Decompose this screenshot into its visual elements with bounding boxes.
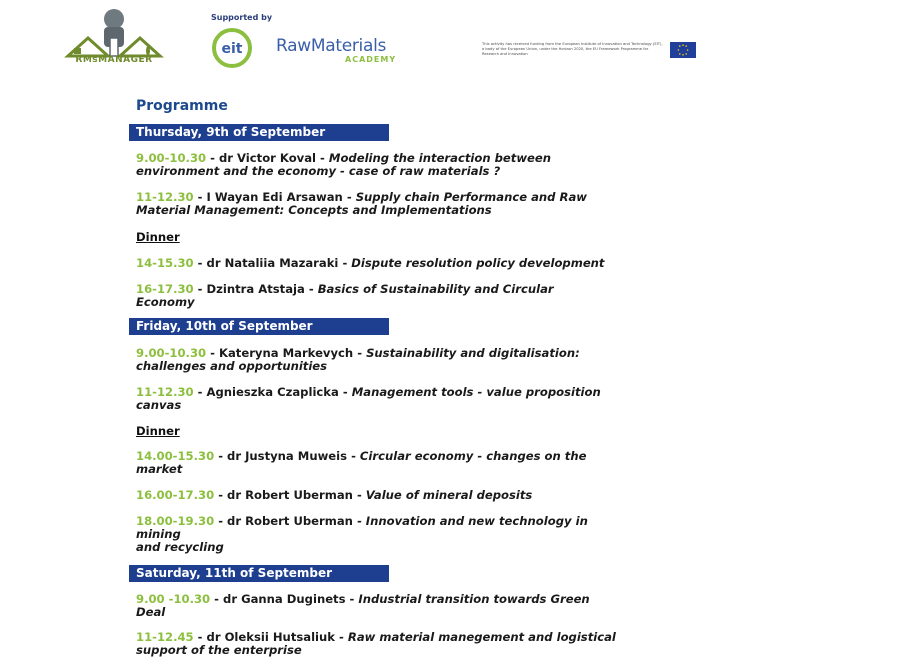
item-topic-cont: environment and the economy - case of raw materials ? [136,164,501,178]
item-topic: Value of mineral deposits [365,488,533,502]
item-topic-cont: Material Management: Concepts and Implementations [136,203,492,217]
item-topic: Basics of Sustainability and Circular [317,282,554,296]
item-topic-cont: mining [136,527,181,541]
item-topic: Sustainability and digitalisation: [366,346,580,360]
item-dash: - [342,190,356,204]
schedule-item [136,152,726,178]
schedule-item [136,347,726,373]
item-speaker: dr Oleksii Hutsaliuk [206,630,335,644]
item-speaker: dr Justyna Muweis [227,449,348,463]
schedule-item [136,593,726,619]
item-speaker: dr Robert Uberman [227,488,353,502]
item-dash: - [353,346,367,360]
item-topic: Supply chain Performance and Raw [355,190,587,204]
item-dash: - [304,282,318,296]
item-dash: - [352,514,366,528]
item-dash: - [347,449,360,463]
item-topic-cont: Economy [136,295,195,309]
item-topic: Modeling the interaction between [328,151,552,165]
academy-text: ACADEMY [345,55,397,64]
item-topic: Innovation and new technology in [365,514,588,528]
item-topic-cont: canvas [136,398,182,412]
schedule-item [136,450,726,476]
item-time: 11-12.30 [136,190,194,204]
item-time: 11-12.30 [136,385,194,399]
item-separator: - [193,630,207,644]
schedule-item [136,386,726,412]
item-dash: - [352,488,366,502]
day-header-thursday: Thursday, 9th of September [129,124,389,141]
item-separator: - [193,190,207,204]
day-header-saturday: Saturday, 11th of September [129,565,389,582]
item-speaker: dr Nataliia Mazaraki [206,256,339,270]
schedule-item [136,257,726,270]
item-speaker: dr Victor Koval [218,151,317,165]
item-topic-cont: market [136,462,183,476]
item-speaker: Kateryna Markevych [218,346,354,360]
item-separator: - [206,151,219,165]
item-time: 9.00-10.30 [136,346,207,360]
item-separator: - [193,256,207,270]
dinner-label: Dinner [136,230,180,244]
schedule-item [136,283,726,309]
item-topic: Dispute resolution policy development [351,256,605,270]
item-time: 11-12.45 [136,630,194,644]
item-time: 16-17.30 [136,282,194,296]
item-time: 14.00-15.30 [136,449,215,463]
programme-title: Programme [136,98,228,114]
item-separator: - [193,385,207,399]
item-topic: Raw material manegement and logistical [347,630,616,644]
item-dash: - [338,385,352,399]
item-separator: - [193,282,207,296]
day-header-friday: Friday, 10th of September [129,318,389,335]
item-separator: - [206,346,219,360]
item-time: 14-15.30 [136,256,194,270]
item-separator: - [214,514,228,528]
item-separator: - [214,488,228,502]
schedule-item [136,515,726,554]
eit-logo [210,26,254,70]
item-topic: Industrial transition towards Green [358,592,590,606]
item-topic-cont: and recycling [136,540,224,554]
item-topic: Management tools - value proposition [351,385,601,399]
eit-circle-icon [210,26,254,70]
raw-materials-text: RawMaterials [276,36,387,56]
item-time: 16.00-17.30 [136,488,215,502]
item-topic: Circular economy - changes on the [359,449,587,463]
item-topic-cont: support of the enterprise [136,643,302,657]
supported-by-label: Supported by [211,13,273,22]
item-time: 18.00-19.30 [136,514,215,528]
item-dash: - [316,151,329,165]
item-dash: - [335,630,348,644]
schedule-item [136,631,726,657]
item-dash: - [338,256,352,270]
item-separator: - [214,449,228,463]
item-separator: - [210,592,224,606]
schedule-item [136,489,726,502]
eit-text: eit [221,41,243,57]
item-speaker: Dzintra Atstaja [206,282,305,296]
item-time: 9.00 -10.30 [136,592,211,606]
item-speaker: Agnieszka Czaplicka [206,385,339,399]
item-topic-cont: challenges and opportunities [136,359,328,373]
item-speaker: I Wayan Edi Arsawan [206,190,343,204]
item-topic-cont: Deal [136,605,166,619]
schedule-item [136,191,726,217]
eu-funding-disclaimer: This activity has received funding from the European Institute of Innovation and Technology (EIT), a body of the European Union, under the Horizon 2020, the EU Framework Programme for Research and Innovation [482,42,663,56]
dinner-label: Dinner [136,424,180,438]
rms-logo-text: RMsMANAGER [75,55,153,65]
item-time: 9.00-10.30 [136,151,207,165]
item-speaker: dr Robert Uberman [227,514,353,528]
item-speaker: dr Ganna Duginets [223,592,346,606]
item-dash: - [345,592,359,606]
eu-flag-icon [670,42,696,58]
